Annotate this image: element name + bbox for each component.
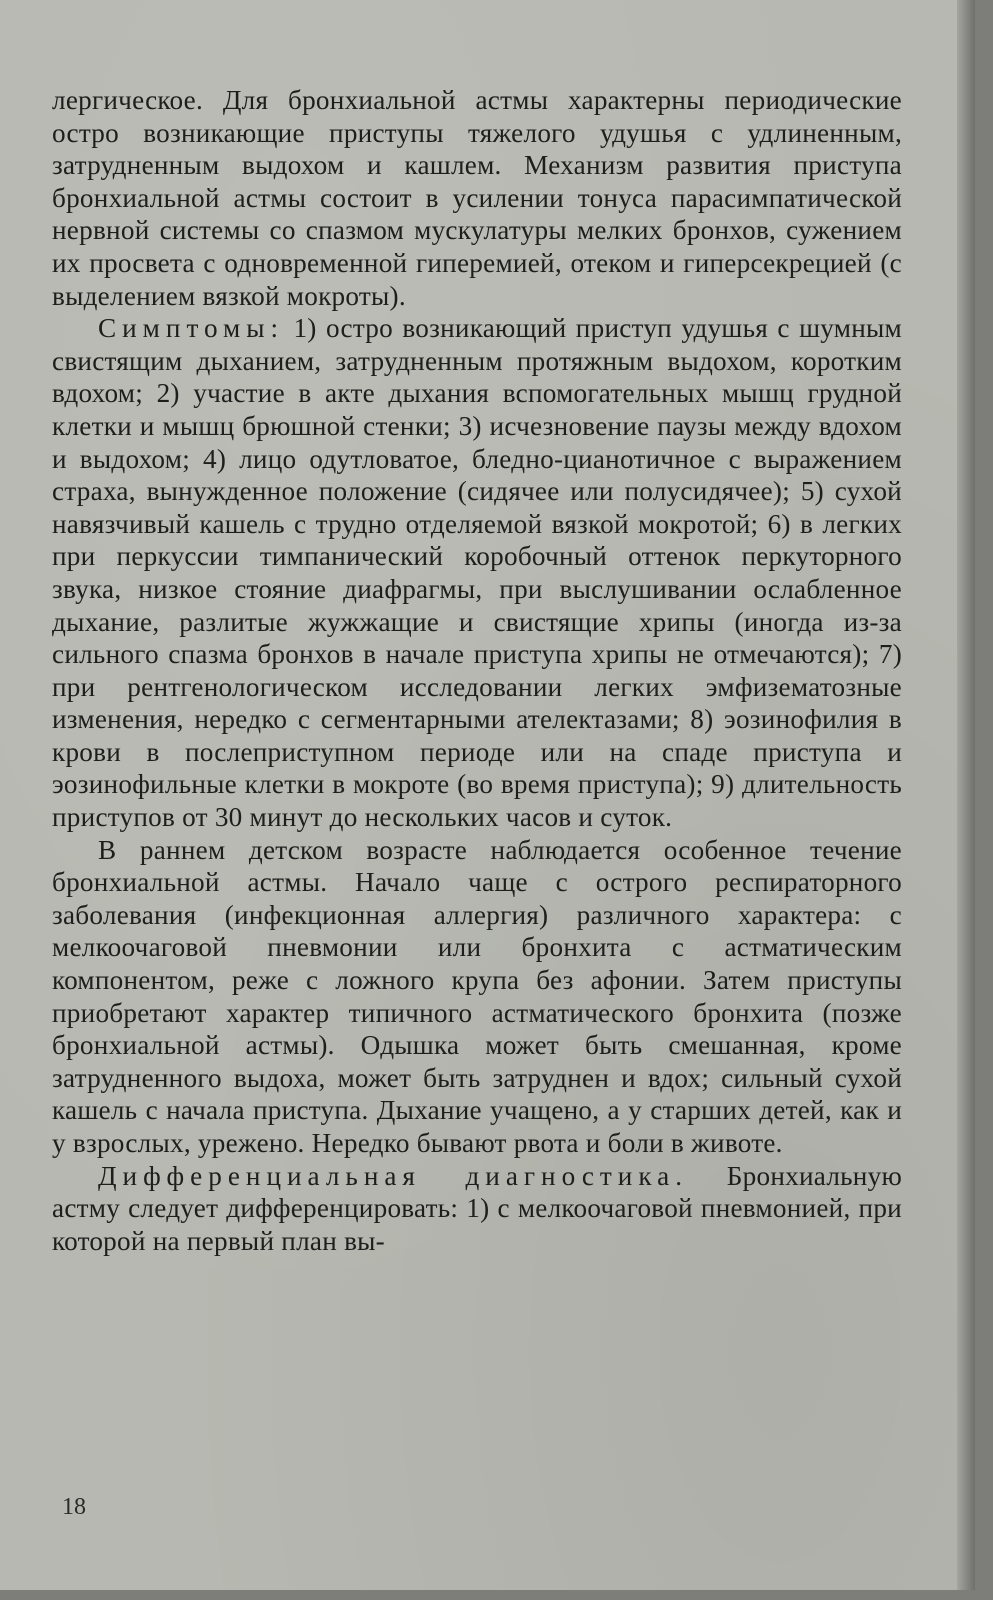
early-childhood-text: В раннем детском возрасте наблюдается особенное течение бронхиальной астмы. Начало чаще с острого респираторного заболевания (инфекционная аллергия) различного характера: с мелкоочаговой пневмонии или бронхита с астматическим компонентом, реже с ложного крупа без афонии. Затем приступы приобретают характер типичного астматического бронхита (позже бронхиальной астмы). Одышка может быть смешанная, кроме затрудненного выдоха, может быть затруднен и вдох; сильный сухой кашель с начала приступа. Дыхание учащено, а у старших детей, как и у взрослых, урежено. Нередко бывают рвота и боли в животе. xyxy=(52,834,902,1158)
paragraph-intro-text: лергическое. Для бронхиальной астмы характерны периодические остро возникающие приступы тяжелого удушья с удлиненным, затрудненным выдохом и кашлем. Механизм развития приступа бронхиальной астмы состоит в усилении тонуса парасимпатической нервной системы со спазмом мускулатуры мелких бронхов, сужением их просвета с одновременной гиперемией, отеком и гиперсекрецией (с выделением вязкой мокроты). xyxy=(52,85,902,311)
differential-diagnosis-heading: Дифференциальная диагностика. xyxy=(98,1160,689,1191)
paragraph-early-childhood xyxy=(52,834,902,1160)
paragraph-symptoms xyxy=(52,312,902,834)
body-text xyxy=(52,84,902,1257)
page-number: 18 xyxy=(62,1494,86,1520)
symptoms-text: 1) остро возникающий приступ удушья с шумным свистящим дыханием, затрудненным протяжным выдохом, коротким вдохом; 2) участие в акте дыхания вспомогательных мышц грудной клетки и мышц брюшной стенки; 3) исчезновение паузы между вдохом и выдохом; 4) лицо одутловатое, бледно-цианотичное с выражением страха, вынужденное положение (сидячее или полусидячее); 5) сухой навязчивый кашель с трудно отделяемой вязкой мокротой; 6) в легких при перкуссии тимпанический коробочный оттенок перкуторного звука, низкое стояние диафрагмы, при выслушивании ослабленное дыхание, разлитые жужжащие и свистящие хрипы (иногда из-за сильного спазма бронхов в начале приступа хрипы не отмечаются); 7) при рентгенологическом исследовании легких эмфизематозные изменения, нередко с сегментарными ателектазами; 8) эозинофилия в крови в послеприступном периоде или на спаде приступа и эозинофильные клетки в мокроте (во время приступа); 9) длительность приступов от 30 минут до нескольких часов и суток. xyxy=(52,313,902,833)
symptoms-heading: Симптомы: xyxy=(98,313,285,344)
differential-diagnosis-text: Бронхиальную астму следует дифференцировать: 1) с мелкоочаговой пневмонией, при которой на первый план вы- xyxy=(52,1160,902,1256)
page-edge-shadow xyxy=(957,0,975,1590)
paragraph-intro xyxy=(52,84,902,312)
paragraph-differential-diagnosis xyxy=(52,1160,902,1258)
